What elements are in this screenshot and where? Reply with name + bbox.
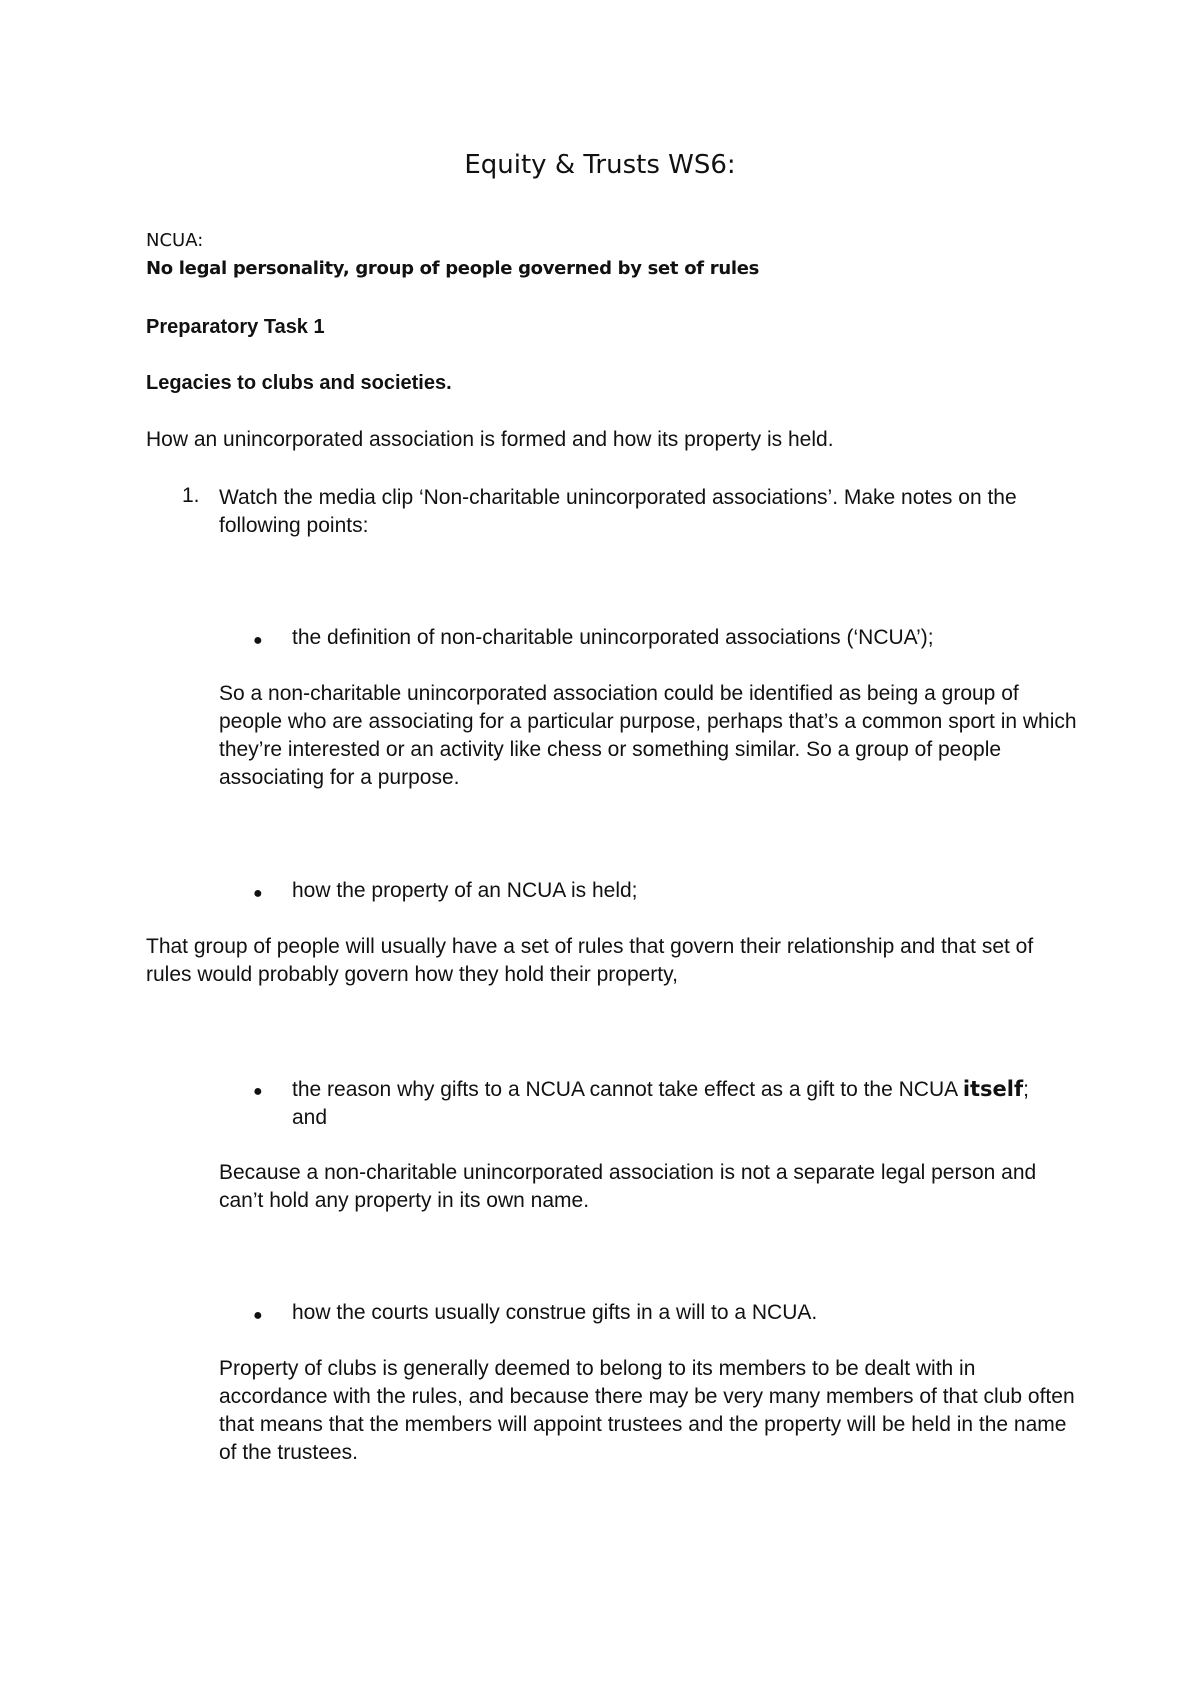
- list-item-text: Watch the media clip ‘Non-charitable unincorporated associations’. Make notes on the following points:: [219, 486, 1017, 537]
- bullet-point-2: how the property of an NCUA is held;: [292, 879, 638, 902]
- list-number: 1.: [182, 484, 200, 507]
- bullet-point-3: [292, 1075, 1052, 1132]
- ncua-label: NCUA:: [146, 230, 204, 251]
- ncua-definition: No legal personality, group of people governed by set of rules: [146, 258, 760, 279]
- document-title: Equity & Trusts WS6:: [464, 150, 736, 180]
- answer-1: So a non-charitable unincorporated association could be identified as being a group of people who are associating for a particular purpose, perhaps that’s a common sport in which they’re interested or an activity like chess or something similar. So a group of people associating for a purpose.: [219, 682, 1077, 789]
- answer-3: Because a non-charitable unincorporated association is not a separate legal person and can’t hold any property in its own name.: [219, 1161, 1037, 1212]
- bullet-point-1: the definition of non-charitable unincorporated associations (‘NCUA’);: [292, 626, 934, 649]
- bullet-point-4: how the courts usually construe gifts in a will to a NCUA.: [292, 1301, 818, 1324]
- section-heading: Legacies to clubs and societies.: [146, 372, 452, 394]
- bullet-point-3-emphasis: itself: [962, 1077, 1024, 1101]
- bullet-point-3-text: the reason why gifts to a NCUA cannot take effect as a gift to the NCUA: [292, 1078, 963, 1101]
- task-heading: Preparatory Task 1: [146, 316, 325, 338]
- bullet-icon: ●: [253, 632, 263, 649]
- bullet-point-3-end: ; and: [292, 1078, 1029, 1129]
- answer-2: That group of people will usually have a set of rules that govern their relationship and that set of rules would probably govern how they hold their property,: [146, 935, 1034, 986]
- bullet-icon: ●: [253, 1083, 263, 1100]
- answer-4: Property of clubs is generally deemed to belong to its members to be dealt with in accordance with the rules, and because there may be very many members of that club often that means that the members will appoint trustees and the property will be held in the name of the trustees.: [219, 1357, 1075, 1464]
- bullet-icon: ●: [253, 885, 263, 902]
- intro-text: How an unincorporated association is formed and how its property is held.: [146, 428, 834, 451]
- bullet-icon: ●: [253, 1307, 263, 1324]
